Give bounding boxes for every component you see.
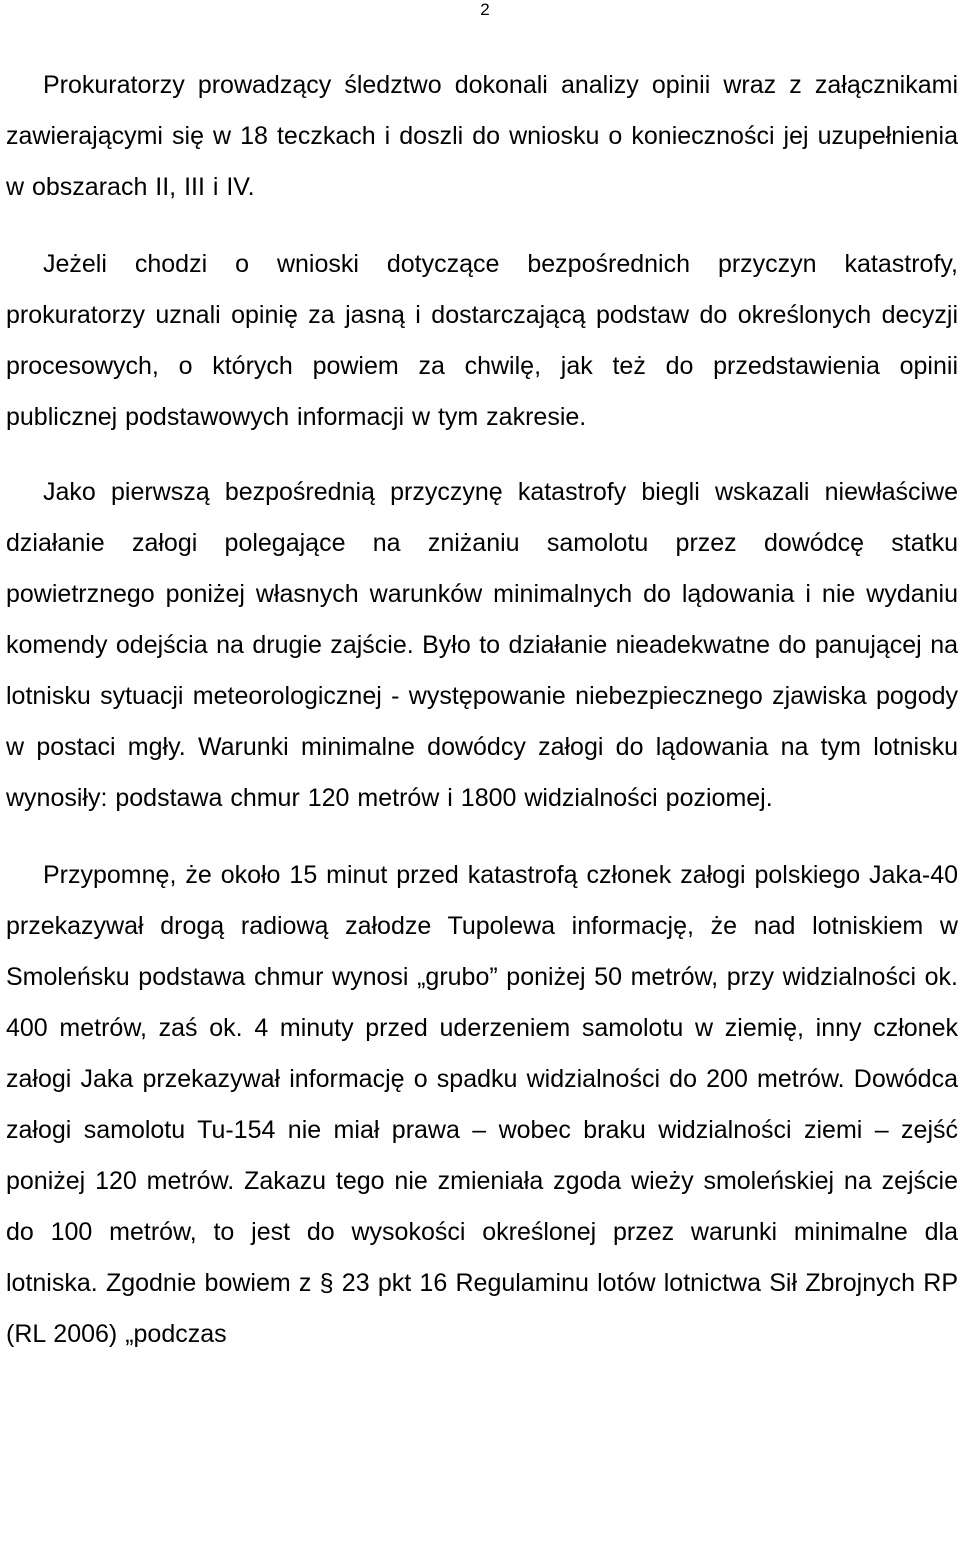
paragraph-4: Przypomnę, że około 15 minut przed katastrofą członek załogi polskiego Jaka-40 przekazywał drogą radiową załodze Tupolewa informację, że nad lotniskiem w Smoleńsku podstawa chmur wynosi „grubo” poniżej 50 metrów, przy widzialności ok. 400 metrów, zaś ok. 4 minuty przed uderzeniem samolotu w ziemię, inny członek załogi Jaka przekazywał informację o spadku widzialności do 200 metrów. Dowódca załogi samolotu Tu-154 nie miał prawa – wobec braku widzialności ziemi – zejść poniżej 120 metrów. Zakazu tego nie zmieniała zgoda wieży smoleńskiej na zejście do 100 metrów, to jest do wysokości określonej przez warunki minimalne dla lotniska. Zgodnie bowiem z § 23 pkt 16 Regulaminu lotów lotnictwa Sił Zbrojnych RP (RL 2006) „podczas — [6, 861, 958, 1348]
document-body — [6, 60, 958, 1360]
paragraph-2: Jeżeli chodzi o wnioski dotyczące bezpośrednich przyczyn katastrofy, prokuratorzy uznali opinię za jasną i dostarczającą podstaw do określonych decyzji procesowych, o których powiem za chwilę, jak też do przedstawienia opinii publicznej podstawowych informacji w tym zakresie. — [6, 250, 958, 431]
paragraph-3: Jako pierwszą bezpośrednią przyczynę katastrofy biegli wskazali niewłaściwe działanie załogi polegające na zniżaniu samolotu przez dowódcę statku powietrznego poniżej własnych warunków minimalnych do lądowania i nie wydaniu komendy odejścia na drugie zajście. Było to działanie nieadekwatne do panującej na lotnisku sytuacji meteorologicznej - występowanie niebezpiecznego zjawiska pogody w postaci mgły. Warunki minimalne dowódcy załogi do lądowania na tym lotnisku wynosiły: podstawa chmur 120 metrów i 1800 widzialności poziomej. — [6, 478, 958, 812]
page-number: 2 — [480, 0, 490, 19]
paragraph-1: Prokuratorzy prowadzący śledztwo dokonali analizy opinii wraz z załącznikami zawierającymi się w 18 teczkach i doszli do wniosku o konieczności jej uzupełnienia w obszarach II, III i IV. — [6, 71, 958, 201]
